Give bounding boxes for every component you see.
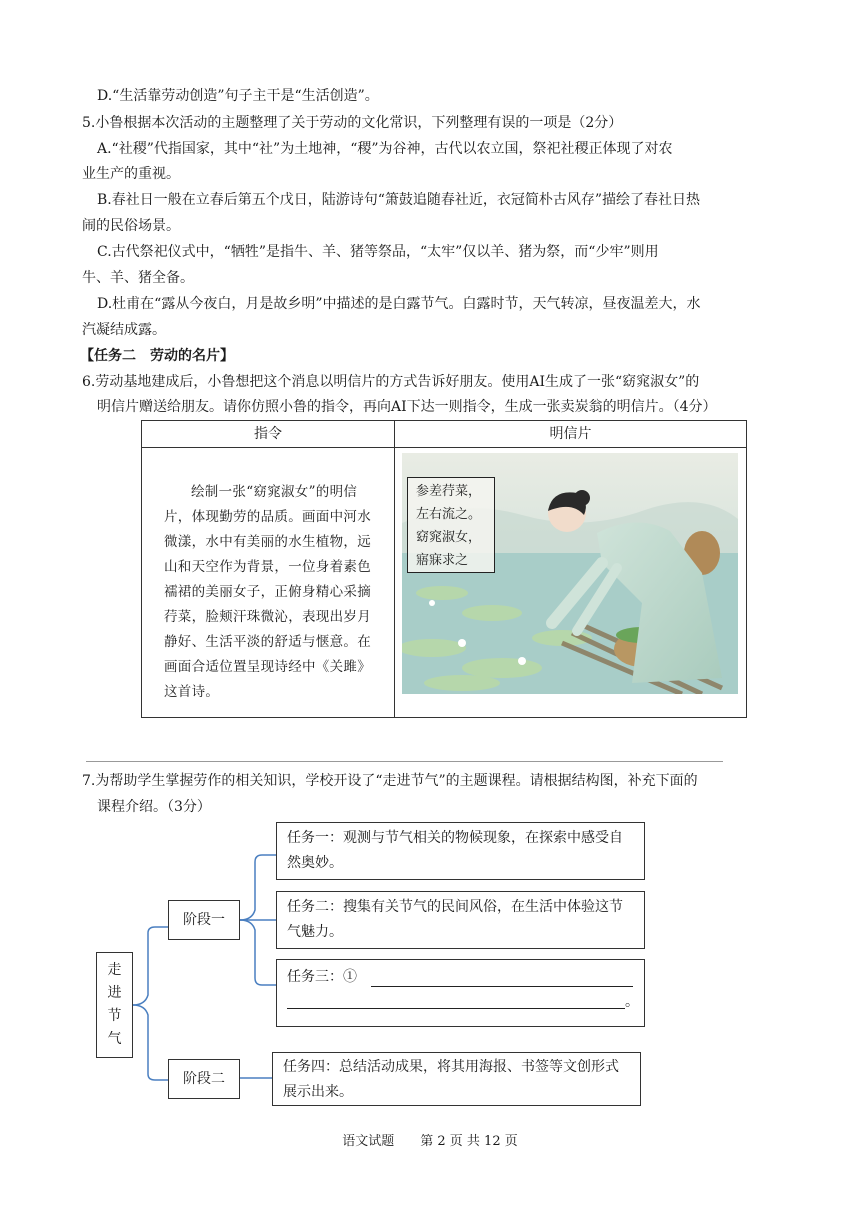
root-char-2: 进 xyxy=(107,985,122,1001)
q5-option-c-line1: C.古代祭祀仪式中，“牺牲”是指牛、羊、猪等祭品，“太牢”仅以羊、猪为祭，而“少牢”则用 xyxy=(97,244,659,260)
poem-line-1: 参差荇菜， xyxy=(416,484,482,499)
task-3-label: 任务三：① xyxy=(287,969,357,985)
stage-1-node: 阶段一 xyxy=(168,900,240,940)
q5-stem: 5.小鲁根据本次活动的主题整理了关于劳动的文化常识，下列整理有误的一项是（2分） xyxy=(82,115,623,131)
answer-blank-1b[interactable] xyxy=(287,1008,625,1009)
q7-stem-line1: 7.为帮助学生掌握劳作的相关知识，学校开设了“走进节气”的主题课程。请根据结构图，补充下面的 xyxy=(82,773,698,789)
page-footer: 语文试题 第 2 页 共 12 页 xyxy=(342,1134,518,1149)
poem-line-3: 窈窕淑女， xyxy=(416,530,482,545)
poem-line-4: 寤寐求之 xyxy=(416,553,469,568)
instruction-text: 绘制一张“窈窕淑女”的明信片，体现勤劳的品质。画面中河水微漾，水中有美丽的水生植物，远山和天空作为背景，一位身着素色襦裙的美丽女子，正俯身精心采摘荇菜，脸颊汗珠微沁，表现出岁月静好、生活平淡的舒适与惬意。在画面合适位置呈现诗经中《关雎》这首诗。 xyxy=(164,484,371,700)
q5-option-a-line1: A.“社稷”代指国家，其中“社”为土地神，“稷”为谷神，古代以农立国，祭祀社稷正体现了对农 xyxy=(97,141,673,157)
q5-option-a-line2: 业生产的重视。 xyxy=(82,166,180,182)
q5-option-d-line1: D.杜甫在“露从今夜白，月是故乡明”中描述的是白露节气。白露时节，天气转凉，昼夜温差大，水 xyxy=(97,296,701,312)
q6-stem-line1: 6.劳动基地建成后，小鲁想把这个消息以明信片的方式告诉好朋友。使用AI生成了一张“窈窕淑女”的 xyxy=(82,374,700,390)
task-2-node: 任务二：搜集有关节气的民间风俗，在生活中体验这节气魅力。 xyxy=(276,891,645,949)
q5-option-b-line1: B.春社日一般在立春后第五个戊日，陆游诗句“箫鼓追随春社近，衣冠简朴古风存”描绘了春社日热 xyxy=(97,192,701,208)
task-3-node xyxy=(276,959,645,1027)
q7-stem-line2: 课程介绍。（3分） xyxy=(97,799,211,815)
root-char-3: 节 xyxy=(107,1008,122,1024)
q5-option-b-line2: 闹的民俗场景。 xyxy=(82,218,180,234)
column-header-instruction: 指令 xyxy=(142,421,395,448)
q5-option-c-line2: 牛、羊、猪全备。 xyxy=(82,270,194,286)
root-node xyxy=(96,952,133,1058)
task-4-node: 任务四：总结活动成果，将其用海报、书签等文创形式展示出来。 xyxy=(272,1052,641,1106)
root-char-1: 走 xyxy=(107,962,122,978)
stage-2-node: 阶段二 xyxy=(168,1059,240,1099)
task-1-node: 任务一：观测与节气相关的物候现象，在探索中感受自然奥妙。 xyxy=(276,822,645,880)
answer-blank-1a[interactable] xyxy=(371,986,633,987)
root-char-4: 气 xyxy=(107,1031,122,1047)
column-header-postcard: 明信片 xyxy=(395,421,747,448)
q6-stem-line2: 明信片赠送给朋友。请你仿照小鲁的指令，再向AI下达一则指令，生成一张卖炭翁的明信片。（4分） xyxy=(97,399,717,415)
task-3-end-mark: 。 xyxy=(625,994,639,1010)
poem-line-2: 左右流之。 xyxy=(416,507,482,522)
q5-option-d-line2: 汽凝结成露。 xyxy=(82,322,166,338)
task2-heading: 【任务二 劳动的名片】 xyxy=(80,348,234,364)
q4-option-d: D.“生活靠劳动创造”句子主干是“生活创造”。 xyxy=(97,88,379,104)
